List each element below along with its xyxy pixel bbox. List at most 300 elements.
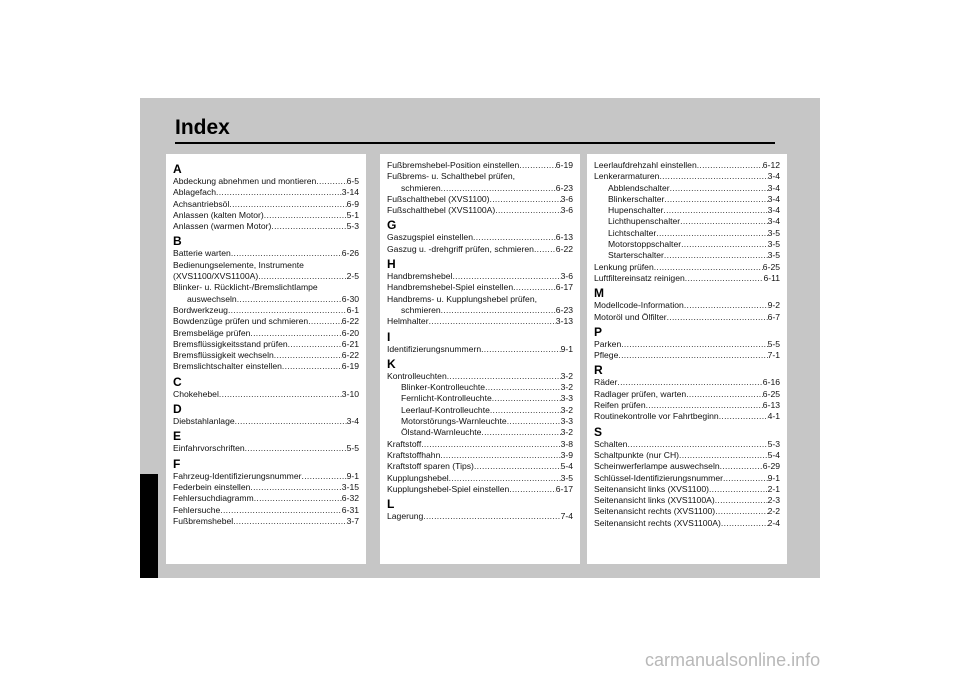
entry-text: Handbremshebel-Spiel einstellen xyxy=(387,282,514,293)
index-entry xyxy=(594,400,780,411)
entry-page: 5-4 xyxy=(767,449,780,460)
leader-dots xyxy=(485,382,561,393)
index-entry xyxy=(173,350,359,361)
section-tab xyxy=(140,474,158,578)
index-entry xyxy=(173,305,359,316)
entry-text: Bremsbeläge prüfen xyxy=(173,327,251,338)
entry-text: Fahrzeug-Identifizierungsnummer xyxy=(173,470,302,481)
leader-dots xyxy=(447,371,561,382)
entry-page: 6-22 xyxy=(341,316,359,327)
leader-dots xyxy=(440,450,560,461)
leader-dots xyxy=(441,305,556,316)
index-entry xyxy=(173,294,359,305)
index-entry xyxy=(594,239,780,250)
entry-text: Chokehebel xyxy=(173,388,219,399)
index-entry xyxy=(594,205,780,216)
entry-page: 3-10 xyxy=(341,388,359,399)
leader-dots xyxy=(723,473,768,484)
entry-text: Diebstahlanlage xyxy=(173,416,235,427)
index-entry xyxy=(173,328,359,339)
leader-dots xyxy=(452,271,560,282)
entry-text: Identifizierungsnummern xyxy=(387,343,482,354)
leader-dots xyxy=(274,350,342,361)
leader-dots xyxy=(316,176,346,187)
entry-text: Kraftstoff sparen (Tips) xyxy=(387,461,474,472)
index-entry xyxy=(173,361,359,372)
entry-page: 6-9 xyxy=(346,198,359,209)
entry-text: Achsantriebsöl xyxy=(173,198,230,209)
index-entry xyxy=(387,416,573,427)
leader-dots xyxy=(654,262,763,273)
leader-dots xyxy=(685,273,764,284)
leader-dots xyxy=(720,461,763,472)
entry-text: Blinker-Kontrolleuchte xyxy=(401,382,486,393)
index-letter: E xyxy=(173,429,182,444)
entry-page: 3-4 xyxy=(767,205,780,216)
index-entry xyxy=(387,405,573,416)
entry-page: 6-23 xyxy=(555,304,573,315)
index-entry xyxy=(173,187,359,198)
index-entry xyxy=(387,183,573,194)
entry-text: Parken xyxy=(594,338,622,349)
index-entry xyxy=(173,505,359,516)
index-entry xyxy=(594,411,780,422)
entry-page: 3-15 xyxy=(341,481,359,492)
entry-page: 9-1 xyxy=(560,343,573,354)
entry-page: 3-2 xyxy=(560,404,573,415)
leader-dots xyxy=(231,248,342,259)
leader-dots xyxy=(490,194,561,205)
index-entry xyxy=(173,389,359,400)
index-entry xyxy=(387,205,573,216)
entry-page: 3-6 xyxy=(560,271,573,282)
entry-page: 5-4 xyxy=(560,461,573,472)
index-entry xyxy=(173,339,359,350)
index-entry xyxy=(173,176,359,187)
entry-text: Federbein einstellen xyxy=(173,481,251,492)
entry-page: 5-1 xyxy=(346,209,359,220)
leader-dots xyxy=(618,350,767,361)
entry-text: auswechseln xyxy=(187,293,237,304)
leader-dots xyxy=(250,482,341,493)
entry-text: Abdeckung abnehmen und montieren xyxy=(173,176,317,186)
entry-text: Anlassen (warmen Motor) xyxy=(173,221,272,232)
entry-page: 6-26 xyxy=(341,248,359,259)
entry-page: 6-19 xyxy=(555,160,573,170)
leader-dots xyxy=(429,316,556,327)
leader-dots xyxy=(258,271,346,282)
leader-dots xyxy=(686,389,763,400)
entry-text: Fehlersuchdiagramm xyxy=(173,493,254,504)
index-letter: D xyxy=(173,402,182,417)
entry-text: Starterschalter xyxy=(608,250,664,261)
entry-page: 2-2 xyxy=(767,506,780,517)
index-letter: I xyxy=(387,329,391,344)
index-entry xyxy=(387,371,573,382)
index-entry xyxy=(173,221,359,232)
index-entry xyxy=(173,471,359,482)
leader-dots xyxy=(679,450,768,461)
entry-text: Einfahrvorschriften xyxy=(173,443,245,454)
leader-dots xyxy=(659,171,767,182)
index-entry xyxy=(387,344,573,355)
entry-text: Anlassen (kalten Motor) xyxy=(173,209,264,220)
index-entry xyxy=(173,443,359,454)
index-entry xyxy=(173,516,359,527)
index-letter: M xyxy=(594,286,604,301)
entry-page: 6-7 xyxy=(767,311,780,322)
index-entry xyxy=(173,210,359,221)
leader-dots xyxy=(646,400,763,411)
entry-text: Seitenansicht links (XVS1100) xyxy=(594,483,709,494)
index-entry xyxy=(594,461,780,472)
leader-dots xyxy=(715,506,767,517)
index-entry xyxy=(387,282,573,293)
index-entry-continued: Handbrems- u. Kupplungshebel prüfen, xyxy=(387,293,538,304)
entry-text: Lenkerarmaturen xyxy=(594,171,660,182)
entry-page: 3-9 xyxy=(560,449,573,460)
entry-text: Schlüssel-Identifizierungsnummer xyxy=(594,472,723,483)
leader-dots xyxy=(216,187,342,198)
leader-dots xyxy=(519,160,555,171)
index-entry xyxy=(594,506,780,517)
entry-text: Reifen prüfen xyxy=(594,400,646,411)
index-entry-continued: Bedienungselemente, Instrumente xyxy=(173,259,304,270)
leader-dots xyxy=(228,305,347,316)
entry-page: 3-3 xyxy=(560,393,573,404)
entry-page: 6-17 xyxy=(555,483,573,494)
entry-page: 3-6 xyxy=(560,205,573,216)
entry-page: 9-1 xyxy=(767,472,780,483)
entry-text: Fußbremshebel-Position einstellen xyxy=(387,160,520,170)
entry-text: Räder xyxy=(594,377,618,388)
entry-text: Bordwerkzeug xyxy=(173,304,228,315)
entry-text: Bremslichtschalter einstellen xyxy=(173,361,282,372)
entry-text: Ablagefach xyxy=(173,187,217,198)
entry-page: 3-5 xyxy=(767,239,780,250)
index-letter: L xyxy=(387,497,395,512)
entry-page: 2-4 xyxy=(767,517,780,528)
entry-text: schmieren xyxy=(401,304,441,315)
entry-page: 6-32 xyxy=(341,493,359,504)
leader-dots xyxy=(237,294,342,305)
entry-page: 6-13 xyxy=(762,400,780,411)
entry-text: Fußschalthebel (XVS1100A) xyxy=(387,205,496,216)
leader-dots xyxy=(250,328,341,339)
entry-text: Hupenschalter xyxy=(608,205,664,216)
index-entry xyxy=(594,450,780,461)
leader-dots xyxy=(513,282,556,293)
entry-page: 3-7 xyxy=(346,515,359,526)
leader-dots xyxy=(534,244,556,255)
index-entry xyxy=(387,194,573,205)
index-entry xyxy=(594,194,780,205)
entry-page: 3-2 xyxy=(560,382,573,393)
entry-page: 6-29 xyxy=(762,461,780,472)
entry-text: Kraftstoff xyxy=(387,438,422,449)
leader-dots xyxy=(507,416,561,427)
entry-page: 3-5 xyxy=(767,250,780,261)
entry-text: Lichthupenschalter xyxy=(608,216,681,227)
entry-page: 2-3 xyxy=(767,495,780,506)
entry-text: Scheinwerferlampe auswechseln xyxy=(594,461,720,472)
index-entry xyxy=(387,316,573,327)
leader-dots xyxy=(423,511,560,522)
entry-page: 3-2 xyxy=(560,427,573,438)
index-entry xyxy=(594,300,780,311)
entry-text: Fernlicht-Kontrolleuchte xyxy=(401,393,492,404)
leader-dots xyxy=(245,443,347,454)
index-entry xyxy=(387,305,573,316)
entry-text: Ölstand-Warnleuchte xyxy=(401,427,482,438)
leader-dots xyxy=(481,344,560,355)
entry-text: Gaszugspiel einstellen xyxy=(387,232,473,243)
entry-text: Schaltpunkte (nur CH) xyxy=(594,449,680,460)
leader-dots xyxy=(680,216,767,227)
leader-dots xyxy=(509,484,555,495)
index-entry xyxy=(387,232,573,243)
index-entry xyxy=(594,439,780,450)
index-entry xyxy=(387,271,573,282)
index-letter: H xyxy=(387,257,396,272)
index-entry xyxy=(594,171,780,182)
entry-text: Seitenansicht rechts (XVS1100) xyxy=(594,506,716,517)
entry-page: 5-5 xyxy=(346,443,359,454)
index-entry xyxy=(594,339,780,350)
leader-dots xyxy=(684,300,768,311)
index-entry xyxy=(173,416,359,427)
leader-dots xyxy=(302,471,347,482)
entry-text: Kupplungshebel xyxy=(387,472,449,483)
index-letter: G xyxy=(387,218,397,233)
index-entry xyxy=(594,228,780,239)
leader-dots xyxy=(492,393,561,404)
leader-dots xyxy=(219,389,342,400)
leader-dots xyxy=(441,183,556,194)
leader-dots xyxy=(663,205,767,216)
index-entry xyxy=(387,382,573,393)
entry-text: Radlager prüfen, warten xyxy=(594,388,687,399)
entry-page: 6-31 xyxy=(341,504,359,515)
entry-page: 6-23 xyxy=(555,182,573,193)
entry-text: Fußbremshebel xyxy=(173,515,234,526)
entry-text: Bremsflüssigkeit wechseln xyxy=(173,350,274,361)
leader-dots xyxy=(621,339,767,350)
entry-text: Gaszug u. -drehgriff prüfen, schmieren xyxy=(387,243,534,254)
index-entry xyxy=(387,450,573,461)
leader-dots xyxy=(664,250,768,261)
entry-text: Lenkung prüfen xyxy=(594,261,654,272)
leader-dots xyxy=(617,377,762,388)
index-entry xyxy=(173,199,359,210)
index-entry xyxy=(387,461,573,472)
entry-text: Leerlauf-Kontrolleuchte xyxy=(401,404,490,415)
entry-page: 6-25 xyxy=(762,261,780,272)
leader-dots xyxy=(473,232,556,243)
title-rule xyxy=(175,142,775,144)
entry-page: 3-4 xyxy=(767,216,780,227)
index-entry xyxy=(594,273,780,284)
entry-text: Lichtschalter xyxy=(608,227,657,238)
index-entry xyxy=(594,484,780,495)
index-column-2 xyxy=(380,154,580,564)
page-title: Index xyxy=(175,116,230,139)
index-entry xyxy=(387,244,573,255)
entry-page: 3-2 xyxy=(560,370,573,381)
index-entry xyxy=(594,389,780,400)
index-entry-continued: Fußbrems- u. Schalthebel prüfen, xyxy=(387,171,516,182)
entry-text: Fehlersuche xyxy=(173,504,221,515)
entry-page: 3-3 xyxy=(560,416,573,427)
index-letter: S xyxy=(594,424,603,439)
entry-text: Luftfiltereinsatz reinigen xyxy=(594,272,685,283)
index-entry xyxy=(387,484,573,495)
index-entry xyxy=(387,439,573,450)
entry-page: 5-3 xyxy=(346,221,359,232)
watermark: carmanualsonline.info xyxy=(645,650,821,670)
index-entry xyxy=(594,312,780,323)
entry-page: 6-16 xyxy=(762,377,780,388)
index-entry-continued: Blinker- u. Rücklicht-/Bremslichtlampe xyxy=(173,282,318,293)
index-entry xyxy=(594,350,780,361)
index-column-3 xyxy=(587,154,787,564)
index-entry xyxy=(594,518,780,529)
entry-text: Abblendschalter xyxy=(608,182,670,193)
leader-dots xyxy=(233,516,346,527)
entry-page: 3-4 xyxy=(767,182,780,193)
index-entry xyxy=(594,377,780,388)
index-entry xyxy=(387,511,573,522)
leader-dots xyxy=(715,495,768,506)
index-entry xyxy=(387,393,573,404)
entry-page: 3-14 xyxy=(341,187,359,198)
index-entry xyxy=(173,248,359,259)
entry-text: Leerlaufdrehzahl einstellen xyxy=(594,160,697,170)
entry-page: 3-5 xyxy=(767,227,780,238)
leader-dots xyxy=(697,160,763,171)
leader-dots xyxy=(254,493,342,504)
entry-page: 7-4 xyxy=(560,511,573,522)
leader-dots xyxy=(235,416,347,427)
entry-page: 3-5 xyxy=(560,472,573,483)
index-entry xyxy=(173,271,359,282)
entry-page: 7-1 xyxy=(767,350,780,361)
entry-page: 3-6 xyxy=(560,193,573,204)
entry-page: 3-13 xyxy=(555,316,573,327)
index-entry xyxy=(594,160,780,171)
entry-text: Helmhalter xyxy=(387,316,429,327)
leader-dots xyxy=(721,518,768,529)
entry-page: 4-1 xyxy=(767,411,780,422)
leader-dots xyxy=(449,473,561,484)
leader-dots xyxy=(421,439,560,450)
index-entry xyxy=(594,216,780,227)
index-entry xyxy=(387,160,573,171)
leader-dots xyxy=(308,316,342,327)
entry-text: Motorstoppschalter xyxy=(608,239,682,250)
entry-text: Kontrolleuchten xyxy=(387,370,447,381)
entry-text: Bowdenzüge prüfen und schmieren xyxy=(173,316,309,327)
entry-text: Bremsflüssigkeitsstand prüfen xyxy=(173,338,288,349)
entry-page: 6-30 xyxy=(341,293,359,304)
index-entry xyxy=(387,473,573,484)
index-entry xyxy=(173,316,359,327)
entry-text: Lagerung xyxy=(387,511,424,522)
entry-page: 9-1 xyxy=(346,470,359,481)
entry-page: 6-12 xyxy=(762,160,780,170)
index-letter: F xyxy=(173,456,181,471)
index-letter: B xyxy=(173,234,182,249)
entry-page: 3-4 xyxy=(767,193,780,204)
entry-page: 6-1 xyxy=(346,304,359,315)
entry-page: 2-5 xyxy=(346,271,359,282)
leader-dots xyxy=(656,228,767,239)
entry-text: Kupplungshebel-Spiel einstellen xyxy=(387,483,510,494)
entry-page: 2-1 xyxy=(767,483,780,494)
leader-dots xyxy=(481,427,560,438)
leader-dots xyxy=(282,361,342,372)
index-entry xyxy=(173,493,359,504)
leader-dots xyxy=(627,439,767,450)
entry-page: 6-11 xyxy=(763,272,780,283)
entry-page: 6-21 xyxy=(341,338,359,349)
entry-page: 6-19 xyxy=(341,361,359,372)
entry-page: 5-5 xyxy=(767,338,780,349)
leader-dots xyxy=(220,505,342,516)
index-entry xyxy=(594,262,780,273)
leader-dots xyxy=(681,239,767,250)
index-letter: K xyxy=(387,356,396,371)
leader-dots xyxy=(709,484,768,495)
index-entry xyxy=(594,473,780,484)
index-letter: P xyxy=(594,324,603,339)
entry-page: 6-22 xyxy=(555,243,573,254)
entry-text: Fußschalthebel (XVS1100) xyxy=(387,193,490,204)
leader-dots xyxy=(229,199,346,210)
index-entry xyxy=(387,427,573,438)
entry-page: 3-8 xyxy=(560,438,573,449)
leader-dots xyxy=(719,411,768,422)
entry-page: 5-3 xyxy=(767,438,780,449)
leader-dots xyxy=(664,194,767,205)
entry-text: Batterie warten xyxy=(173,248,231,259)
entry-text: Motorstörungs-Warnleuchte xyxy=(401,416,507,427)
index-column-1 xyxy=(166,154,366,564)
entry-text: Handbremshebel xyxy=(387,271,453,282)
index-entry xyxy=(594,183,780,194)
entry-text: Seitenansicht links (XVS1100A) xyxy=(594,495,715,506)
entry-text: Schalten xyxy=(594,438,628,449)
leader-dots xyxy=(670,183,768,194)
leader-dots xyxy=(271,221,346,232)
index-letter: R xyxy=(594,363,603,378)
leader-dots xyxy=(667,312,768,323)
index-letter: A xyxy=(173,162,182,176)
leader-dots xyxy=(474,461,561,472)
entry-page: 6-20 xyxy=(341,327,359,338)
entry-text: Blinkerschalter xyxy=(608,193,665,204)
entry-text: Routinekontrolle vor Fahrtbeginn xyxy=(594,411,719,422)
leader-dots xyxy=(495,205,560,216)
index-letter: C xyxy=(173,374,182,389)
entry-text: Pflege xyxy=(594,350,619,361)
entry-text: (XVS1100/XVS1100A) xyxy=(173,271,259,282)
entry-text: schmieren xyxy=(401,182,441,193)
entry-text: Motoröl und Ölfilter xyxy=(594,311,667,322)
entry-page: 6-5 xyxy=(346,176,359,186)
entry-page: 6-13 xyxy=(555,232,573,243)
leader-dots xyxy=(288,339,342,350)
